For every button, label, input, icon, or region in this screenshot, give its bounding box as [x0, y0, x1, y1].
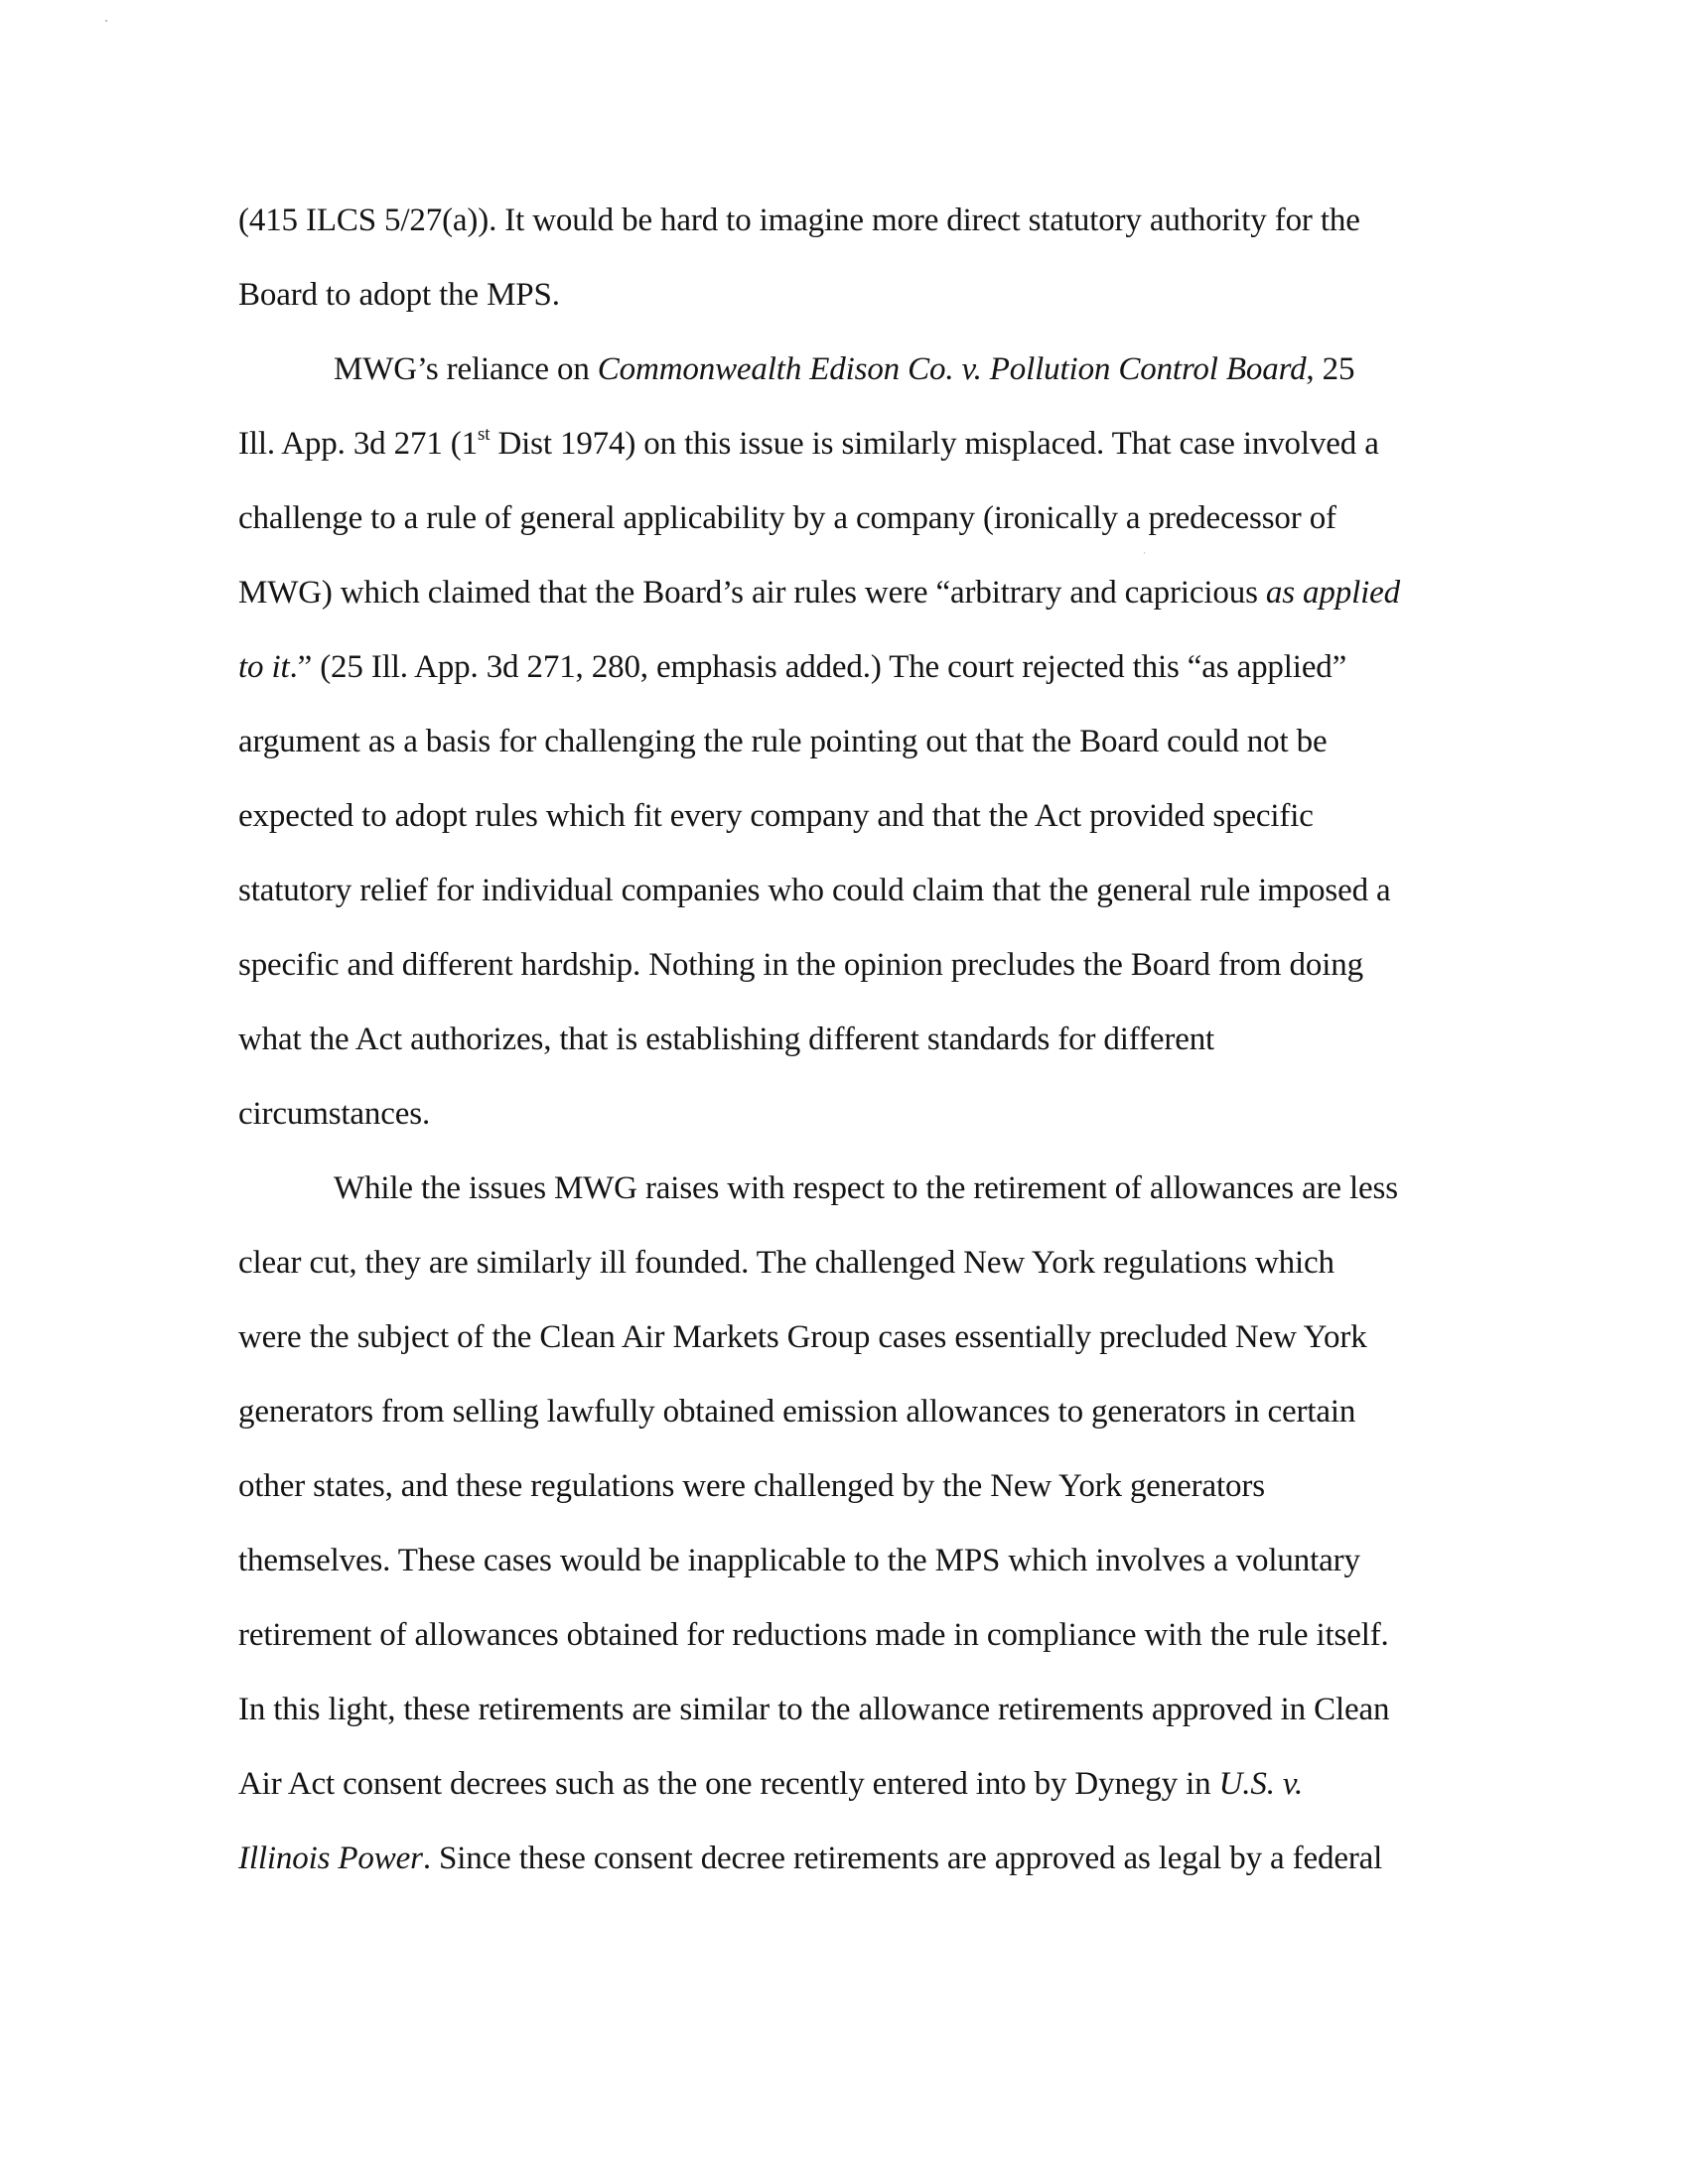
text-line — [238, 1839, 1382, 1878]
scan-speck — [1144, 552, 1145, 554]
case-citation: Illinois Power — [238, 1841, 423, 1876]
text-run: challenge to a rule of general applicability by a company (ironically a predecessor of — [238, 500, 1336, 536]
text-run: statutory relief for individual companies who could claim that the general rule imposed a — [238, 873, 1391, 908]
text-run: MWG) which claimed that the Board’s air rules were “arbitrary and capricious — [238, 575, 1266, 611]
case-citation: Commonwealth Edison Co. v. Pollution Control Board — [597, 351, 1307, 387]
text-run: circumstances. — [238, 1096, 431, 1132]
text-run: In this light, these retirements are similar to the allowance retirements approved in Clean — [238, 1692, 1390, 1727]
text-line — [238, 275, 560, 315]
text-line — [238, 1466, 1265, 1506]
text-run: While the issues MWG raises with respect to the retirement of allowances are less — [334, 1170, 1398, 1206]
text-line — [238, 1020, 1214, 1059]
text-run: , 25 — [1306, 351, 1355, 387]
text-run: MWG’s reliance on — [334, 351, 598, 387]
text-line — [238, 424, 1379, 464]
text-run: generators from selling lawfully obtained emission allowances to generators in certain — [238, 1394, 1356, 1430]
text-run: argument as a basis for challenging the rule pointing out that the Board could not be — [238, 724, 1328, 759]
text-line — [334, 349, 1354, 389]
text-line — [238, 722, 1327, 761]
text-run: (415 ILCS 5/27(a)). It would be hard to imagine more direct statutory authority for the — [238, 203, 1360, 238]
case-citation: U.S. v. — [1218, 1766, 1304, 1802]
text-line — [334, 1168, 1398, 1208]
text-line — [238, 945, 1363, 985]
text-line — [238, 573, 1400, 613]
text-run: Air Act consent decrees such as the one recently entered into by Dynegy in — [238, 1766, 1219, 1802]
text-run: .” (25 Ill. App. 3d 271, 280, emphasis added.) The court rejected this “as applied” — [289, 649, 1347, 685]
ordinal-superscript: st — [477, 424, 491, 445]
text-line — [238, 1615, 1389, 1655]
text-line — [238, 796, 1314, 836]
emphasis-text: as applied — [1265, 575, 1400, 611]
text-run: retirement of allowances obtained for reductions made in compliance with the rule itself. — [238, 1617, 1389, 1653]
text-run: themselves. These cases would be inapplicable to the MPS which involves a voluntary — [238, 1543, 1360, 1578]
text-line — [238, 1243, 1334, 1283]
text-run: expected to adopt rules which fit every company and that the Act provided specific — [238, 798, 1314, 834]
text-line — [238, 647, 1346, 687]
emphasis-text: to it — [238, 649, 290, 685]
text-run: specific and different hardship. Nothing in the opinion precludes the Board from doing — [238, 947, 1363, 983]
text-line — [238, 1541, 1360, 1580]
text-run: . Since these consent decree retirements are approved as legal by a federal — [422, 1841, 1383, 1876]
text-run: were the subject of the Clean Air Markets Group cases essentially precluded New York — [238, 1319, 1367, 1355]
text-line — [238, 1094, 430, 1134]
text-run: what the Act authorizes, that is establishing different standards for different — [238, 1022, 1215, 1057]
text-line — [238, 871, 1391, 910]
text-run: Ill. App. 3d 271 (1 — [238, 426, 478, 462]
text-line — [238, 1764, 1303, 1804]
text-run: other states, and these regulations were challenged by the New York generators — [238, 1468, 1265, 1504]
text-line — [238, 201, 1360, 240]
text-run: clear cut, they are similarly ill founded. The challenged New York regulations which — [238, 1245, 1334, 1281]
text-line — [238, 498, 1336, 538]
text-line — [238, 1690, 1389, 1729]
scan-speck — [105, 20, 107, 22]
text-run: Board to adopt the MPS. — [238, 277, 560, 313]
text-line — [238, 1392, 1355, 1432]
text-line — [238, 1317, 1367, 1357]
text-run: Dist 1974) on this issue is similarly misplaced. That case involved a — [490, 426, 1379, 462]
